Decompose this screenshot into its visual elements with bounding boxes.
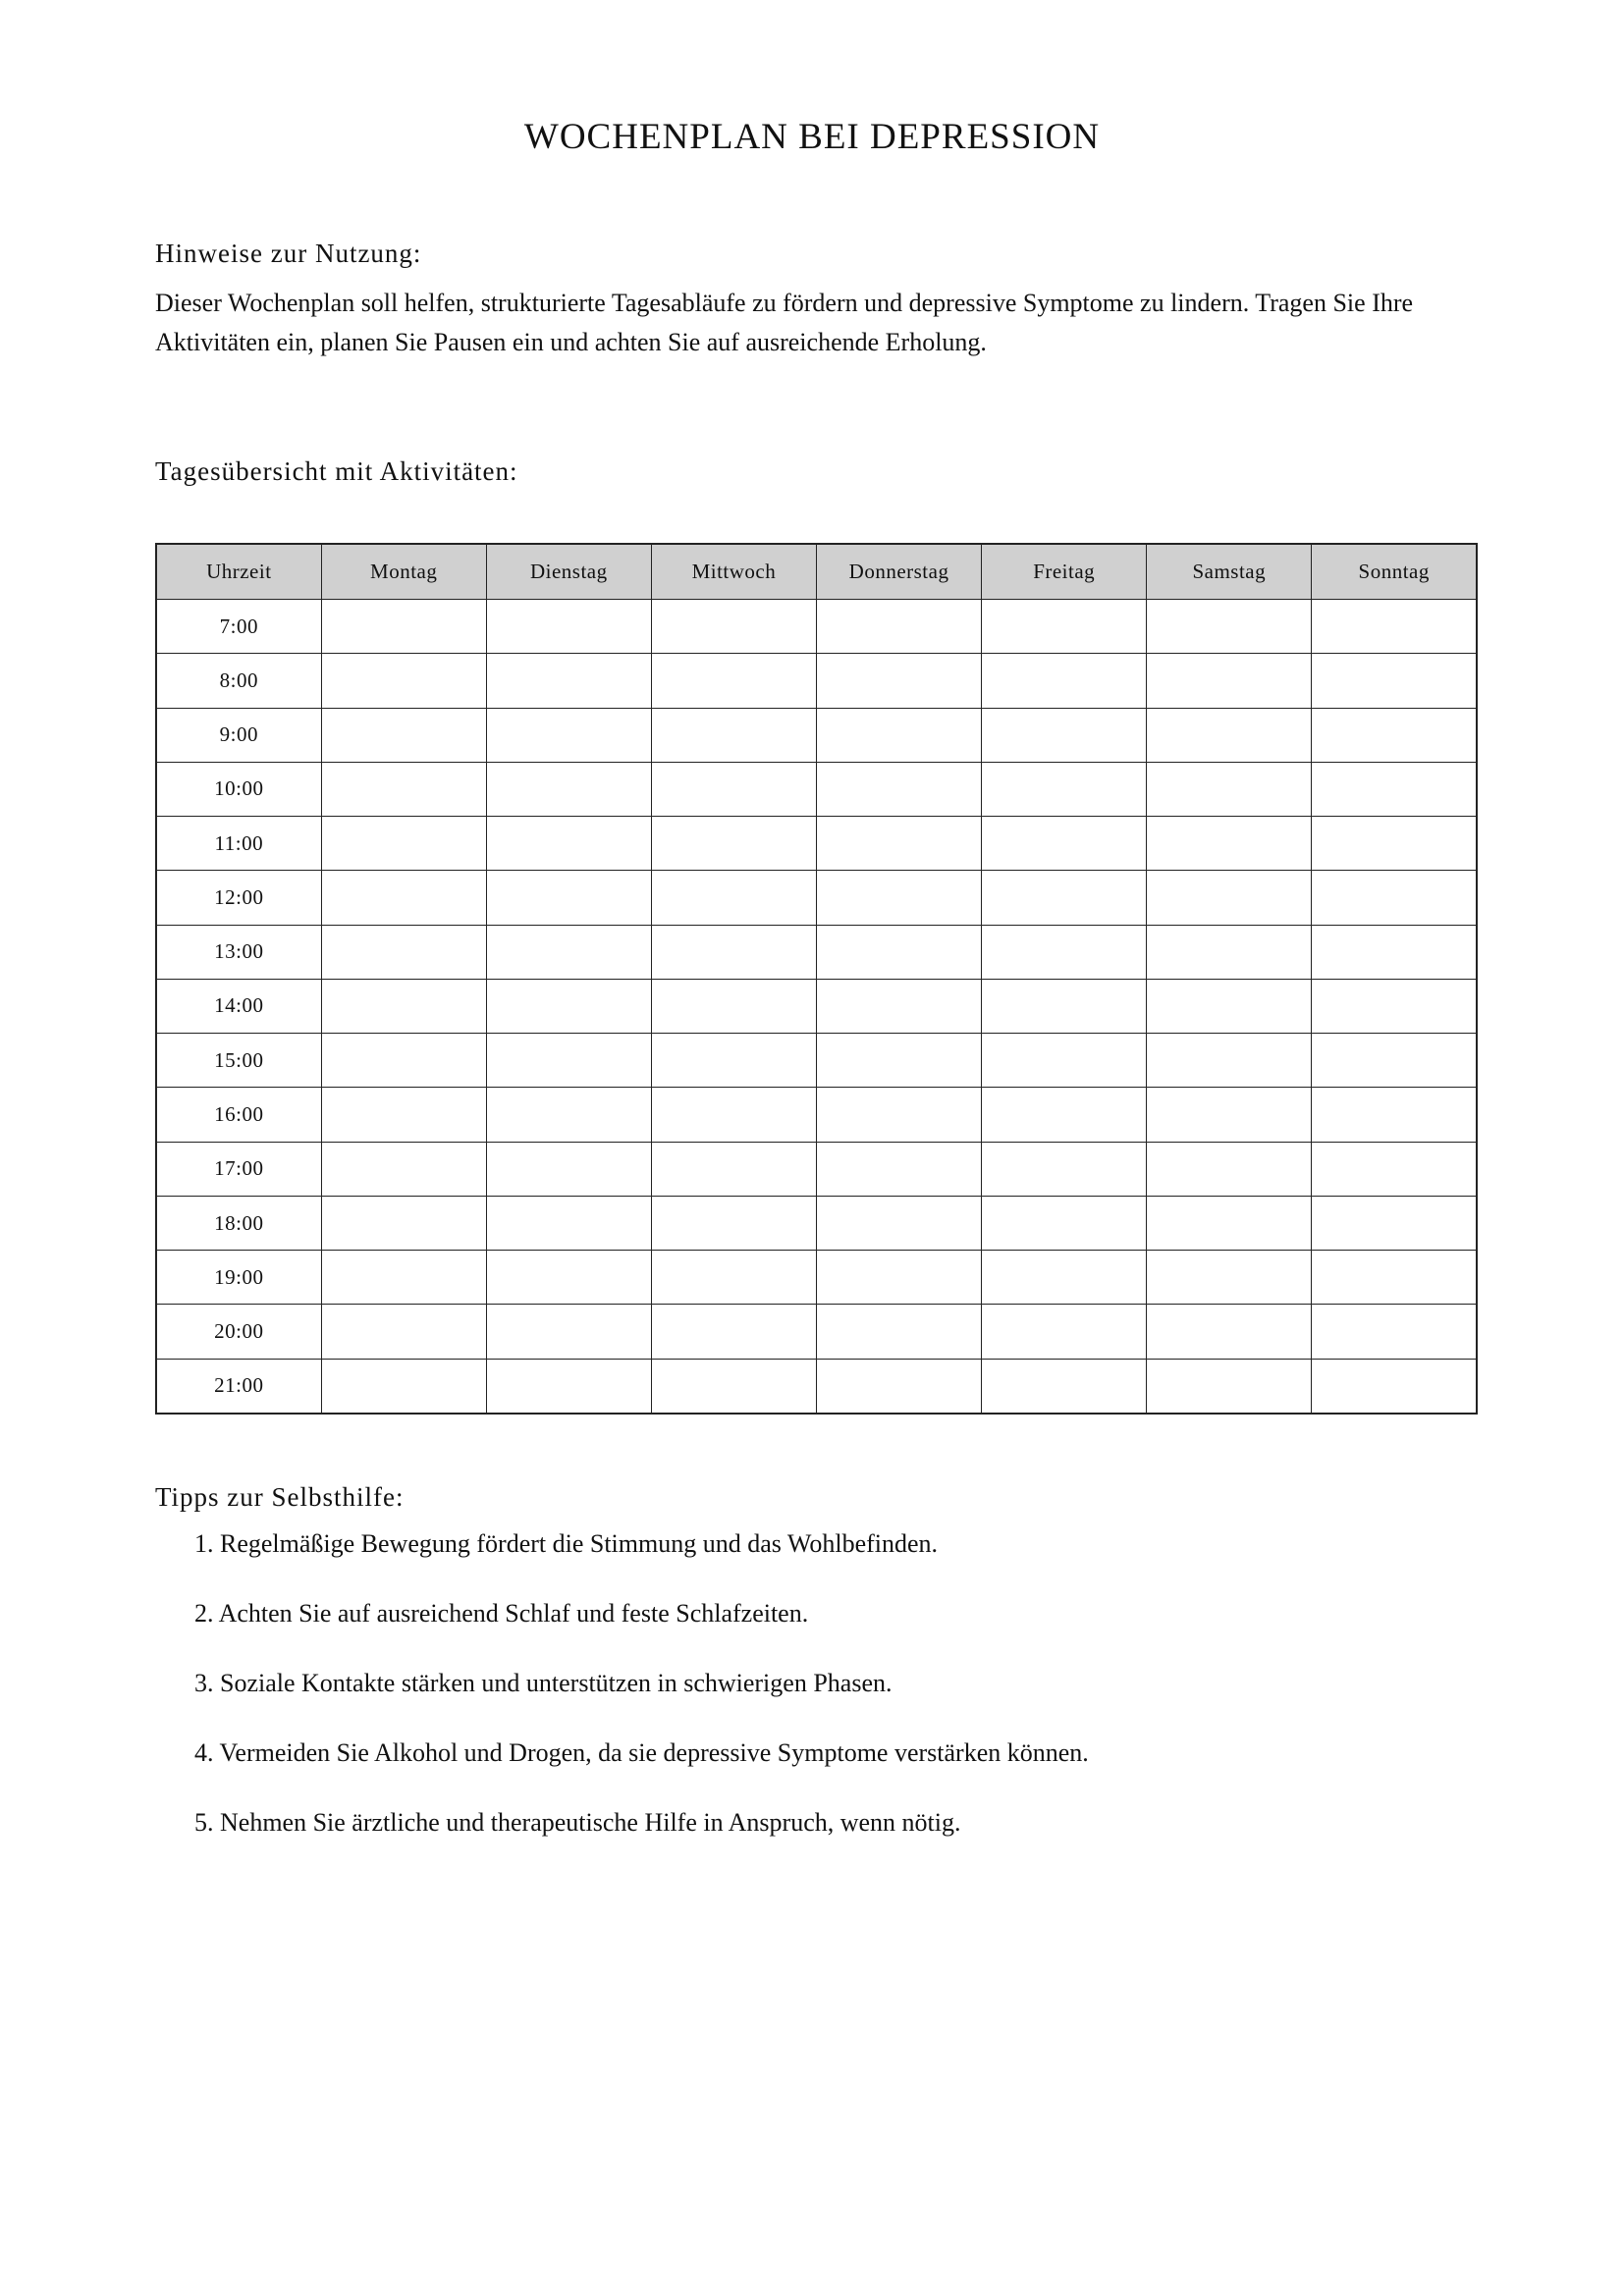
time-cell: 8:00 (156, 654, 321, 708)
activity-cell[interactable] (1147, 654, 1312, 708)
tip-item: 5. Nehmen Sie ärztliche und therapeutische Hilfe in Anspruch, wenn nötig. (194, 1808, 961, 1837)
tips-list (194, 1524, 1471, 1873)
activity-cell[interactable] (651, 1088, 816, 1142)
activity-cell[interactable] (982, 871, 1147, 925)
activity-cell[interactable] (486, 1305, 651, 1359)
activity-cell[interactable] (651, 1142, 816, 1196)
activity-cell[interactable] (982, 979, 1147, 1033)
activity-cell[interactable] (486, 817, 651, 871)
activity-cell[interactable] (982, 817, 1147, 871)
column-header-sunday: Sonntag (1312, 544, 1477, 600)
table-row (156, 1088, 1477, 1142)
usage-text: Dieser Wochenplan soll helfen, strukturierte Tagesabläufe zu fördern und depressive Symptome zu lindern. Tragen Sie Ihre Aktivitäten ein, planen Sie Pausen ein und achten Sie auf ausreichende Erholung. (155, 289, 1414, 356)
table-row (156, 925, 1477, 979)
table-row (156, 1034, 1477, 1088)
activity-cell[interactable] (321, 925, 486, 979)
activity-cell[interactable] (1312, 1251, 1477, 1305)
activity-cell[interactable] (1147, 871, 1312, 925)
column-header-monday: Montag (321, 544, 486, 600)
activity-cell[interactable] (1147, 1142, 1312, 1196)
activity-cell[interactable] (817, 762, 982, 816)
time-cell: 19:00 (156, 1251, 321, 1305)
time-cell: 21:00 (156, 1359, 321, 1414)
activity-cell[interactable] (817, 871, 982, 925)
activity-cell[interactable] (651, 1359, 816, 1414)
activity-cell[interactable] (982, 1359, 1147, 1414)
table-row (156, 654, 1477, 708)
time-cell: 16:00 (156, 1088, 321, 1142)
activity-cell[interactable] (486, 1088, 651, 1142)
activity-cell[interactable] (651, 1251, 816, 1305)
table-row (156, 600, 1477, 654)
activity-cell[interactable] (982, 1196, 1147, 1250)
activity-cell[interactable] (651, 1196, 816, 1250)
activity-cell[interactable] (486, 654, 651, 708)
activity-cell[interactable] (817, 979, 982, 1033)
activity-cell[interactable] (321, 1142, 486, 1196)
activity-cell[interactable] (486, 1359, 651, 1414)
activity-cell[interactable] (817, 1196, 982, 1250)
activity-cell[interactable] (982, 708, 1147, 762)
activity-cell[interactable] (1312, 817, 1477, 871)
activity-cell[interactable] (1312, 762, 1477, 816)
overview-heading: Tagesübersicht mit Aktivitäten: (155, 456, 518, 486)
time-cell: 7:00 (156, 600, 321, 654)
time-cell: 10:00 (156, 762, 321, 816)
activity-cell[interactable] (1312, 654, 1477, 708)
activity-cell[interactable] (982, 600, 1147, 654)
activity-cell[interactable] (982, 1142, 1147, 1196)
activity-cell[interactable] (321, 708, 486, 762)
activity-cell[interactable] (1312, 871, 1477, 925)
table-row (156, 817, 1477, 871)
time-cell: 13:00 (156, 925, 321, 979)
activity-cell[interactable] (651, 871, 816, 925)
table-row (156, 871, 1477, 925)
activity-cell[interactable] (1147, 1034, 1312, 1088)
schedule-header-row (156, 544, 1477, 600)
activity-cell[interactable] (1312, 708, 1477, 762)
activity-cell[interactable] (486, 762, 651, 816)
activity-cell[interactable] (651, 708, 816, 762)
activity-cell[interactable] (1312, 1305, 1477, 1359)
activity-cell[interactable] (1147, 817, 1312, 871)
activity-cell[interactable] (651, 600, 816, 654)
activity-cell[interactable] (651, 1305, 816, 1359)
activity-cell[interactable] (486, 1034, 651, 1088)
tips-heading: Tipps zur Selbsthilfe: (155, 1482, 405, 1512)
activity-cell[interactable] (321, 1251, 486, 1305)
activity-cell[interactable] (982, 762, 1147, 816)
weekly-schedule-table (155, 543, 1478, 1415)
activity-cell[interactable] (651, 817, 816, 871)
activity-cell[interactable] (982, 1305, 1147, 1359)
activity-cell[interactable] (321, 654, 486, 708)
time-cell: 14:00 (156, 979, 321, 1033)
activity-cell[interactable] (1312, 925, 1477, 979)
activity-cell[interactable] (321, 1359, 486, 1414)
activity-cell[interactable] (651, 925, 816, 979)
activity-cell[interactable] (321, 1196, 486, 1250)
activity-cell[interactable] (817, 708, 982, 762)
activity-cell[interactable] (817, 1088, 982, 1142)
tip-item: 2. Achten Sie auf ausreichend Schlaf und feste Schlafzeiten. (194, 1599, 809, 1628)
activity-cell[interactable] (651, 979, 816, 1033)
activity-cell[interactable] (817, 925, 982, 979)
schedule-body (156, 600, 1477, 1415)
activity-cell[interactable] (982, 925, 1147, 979)
activity-cell[interactable] (486, 1142, 651, 1196)
activity-cell[interactable] (1147, 762, 1312, 816)
activity-cell[interactable] (651, 654, 816, 708)
table-row (156, 979, 1477, 1033)
activity-cell[interactable] (982, 1088, 1147, 1142)
table-row (156, 1359, 1477, 1414)
activity-cell[interactable] (1312, 1034, 1477, 1088)
table-row (156, 708, 1477, 762)
activity-cell[interactable] (1147, 925, 1312, 979)
activity-cell[interactable] (321, 762, 486, 816)
activity-cell[interactable] (486, 925, 651, 979)
activity-cell[interactable] (817, 1251, 982, 1305)
time-cell: 12:00 (156, 871, 321, 925)
activity-cell[interactable] (1147, 1305, 1312, 1359)
activity-cell[interactable] (982, 1034, 1147, 1088)
activity-cell[interactable] (486, 1196, 651, 1250)
activity-cell[interactable] (321, 871, 486, 925)
table-row (156, 1305, 1477, 1359)
usage-heading: Hinweise zur Nutzung: (155, 239, 422, 268)
activity-cell[interactable] (1312, 1196, 1477, 1250)
activity-cell[interactable] (817, 1142, 982, 1196)
activity-cell[interactable] (1312, 979, 1477, 1033)
activity-cell[interactable] (321, 1305, 486, 1359)
activity-cell[interactable] (1147, 1359, 1312, 1414)
tip-item: 4. Vermeiden Sie Alkohol und Drogen, da sie depressive Symptome verstärken können. (194, 1738, 1089, 1767)
column-header-saturday: Samstag (1147, 544, 1312, 600)
activity-cell[interactable] (1147, 600, 1312, 654)
time-cell: 15:00 (156, 1034, 321, 1088)
activity-cell[interactable] (486, 871, 651, 925)
activity-cell[interactable] (651, 1034, 816, 1088)
table-row (156, 1251, 1477, 1305)
activity-cell[interactable] (817, 1359, 982, 1414)
column-header-time: Uhrzeit (156, 544, 321, 600)
activity-cell[interactable] (321, 1088, 486, 1142)
activity-cell[interactable] (321, 817, 486, 871)
activity-cell[interactable] (1147, 1196, 1312, 1250)
column-header-friday: Freitag (982, 544, 1147, 600)
tip-item: 1. Regelmäßige Bewegung fördert die Stimmung und das Wohlbefinden. (194, 1529, 939, 1558)
column-header-tuesday: Dienstag (486, 544, 651, 600)
time-cell: 11:00 (156, 817, 321, 871)
activity-cell[interactable] (321, 979, 486, 1033)
activity-cell[interactable] (817, 654, 982, 708)
activity-cell[interactable] (486, 708, 651, 762)
activity-cell[interactable] (321, 600, 486, 654)
activity-cell[interactable] (321, 1034, 486, 1088)
activity-cell[interactable] (817, 600, 982, 654)
tip-item: 3. Soziale Kontakte stärken und unterstützen in schwierigen Phasen. (194, 1669, 893, 1697)
activity-cell[interactable] (1147, 979, 1312, 1033)
page-title: WOCHENPLAN BEI DEPRESSION (523, 117, 1101, 157)
column-header-thursday: Donnerstag (817, 544, 982, 600)
table-row (156, 1196, 1477, 1250)
time-cell: 20:00 (156, 1305, 321, 1359)
time-cell: 17:00 (156, 1142, 321, 1196)
activity-cell[interactable] (486, 979, 651, 1033)
activity-cell[interactable] (1312, 600, 1477, 654)
activity-cell[interactable] (1147, 1251, 1312, 1305)
activity-cell[interactable] (1312, 1088, 1477, 1142)
activity-cell[interactable] (817, 1034, 982, 1088)
time-cell: 18:00 (156, 1196, 321, 1250)
activity-cell[interactable] (982, 654, 1147, 708)
activity-cell[interactable] (982, 1251, 1147, 1305)
activity-cell[interactable] (486, 600, 651, 654)
time-cell: 9:00 (156, 708, 321, 762)
activity-cell[interactable] (817, 1305, 982, 1359)
activity-cell[interactable] (1312, 1359, 1477, 1414)
activity-cell[interactable] (1147, 1088, 1312, 1142)
activity-cell[interactable] (486, 1251, 651, 1305)
table-row (156, 762, 1477, 816)
activity-cell[interactable] (1147, 708, 1312, 762)
activity-cell[interactable] (651, 762, 816, 816)
activity-cell[interactable] (1312, 1142, 1477, 1196)
column-header-wednesday: Mittwoch (651, 544, 816, 600)
activity-cell[interactable] (817, 817, 982, 871)
table-row (156, 1142, 1477, 1196)
